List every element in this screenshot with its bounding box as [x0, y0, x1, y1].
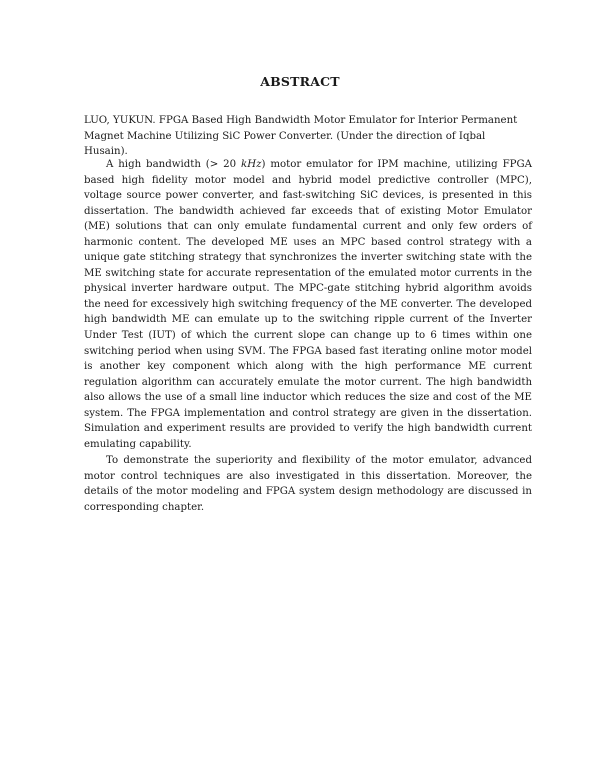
abstract-body [84, 157, 532, 517]
frequency-unit: kHz [241, 159, 262, 170]
abstract-heading: ABSTRACT [260, 74, 340, 89]
abstract-paragraph-1 [84, 157, 532, 452]
paragraph-1-rest: ) motor emulator for IPM machine, utilizing FPGA based high fidelity motor model and hybrid model predictive controller (MPC), voltage source power converter, and fast-switching SiC devices, is presented in this dissertation. The bandwidth achieved far exceeds that of existing Motor Emulator (ME) solutions that can only emulate fundamental current and only few orders of harmonic content. The developed ME uses an MPC based control strategy with a unique gate stitching strategy that synchronizes the inverter switching state with the ME switching state for accurate representation of the emulated motor currents in the physical inverter hardware output. The MPC-gate stitching hybrid algorithm avoids the need for excessively high switching frequency of the ME converter. The developed high bandwidth ME can emulate up to the switching ripple current of the Inverter Under Test (IUT) of which the current slope can change up to 6 times within one switching period when using SVM. The FPGA based fast iterating online motor model is another key component which along with the high performance ME current regulation algorithm can accurately emulate the motor current. The high bandwidth also allows the use of a small line inductor which reduces the size and cost of the ME system. The FPGA implementation and control strategy are given in the dissertation. Simulation and experiment results are provided to verify the high bandwidth current emulating capability. [84, 159, 532, 450]
paragraph-1-lead: A high bandwidth (> 20 [106, 159, 242, 170]
abstract-paragraph-2: To demonstrate the superiority and flexibility of the motor emulator, advanced motor control techniques are also investigated in this dissertation. Moreover, the details of the motor modeling and FPGA system design methodology are discussed in corresponding chapter. [84, 455, 532, 514]
citation-line: LUO, YUKUN. FPGA Based High Bandwidth Motor Emulator for Interior Permanent Magnet Machine Utilizing SiC Power Converter. (Under the direction of Iqbal Husain). [84, 115, 518, 158]
